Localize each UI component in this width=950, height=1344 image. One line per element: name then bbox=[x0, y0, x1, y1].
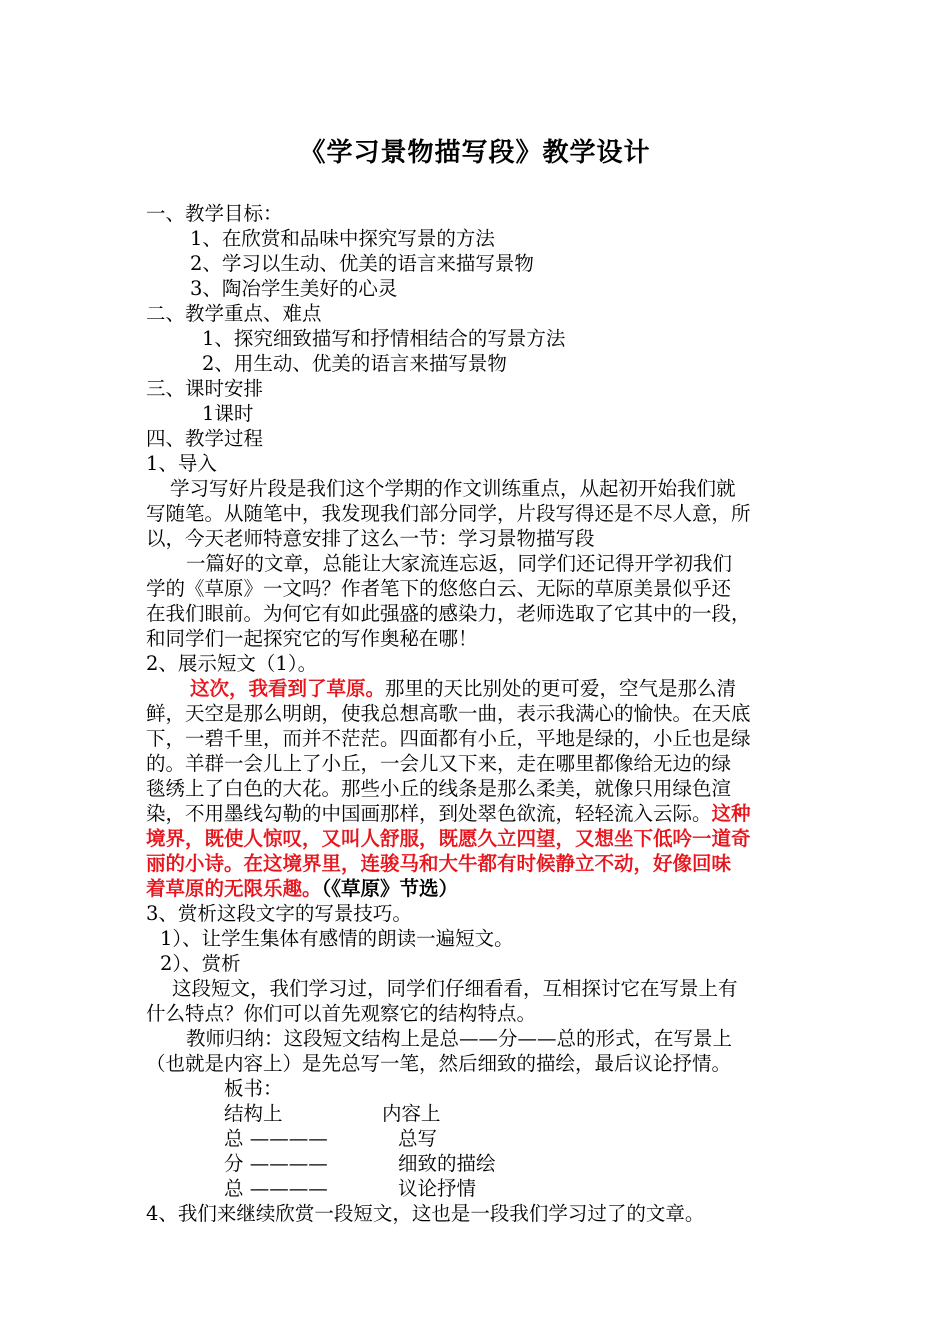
intro-heading: 1、导入 bbox=[146, 452, 217, 475]
analysis-para2-line: 教师归纳：这段短文结构上是总——分——总的形式，在写景上 bbox=[186, 1027, 733, 1050]
analysis-step: 2）、赏析 bbox=[160, 952, 241, 975]
focus-item: 2、用生动、优美的语言来描写景物 bbox=[202, 352, 507, 375]
intro-para1-line: 学习写好片段是我们这个学期的作文训练重点，从起初开始我们就 bbox=[170, 477, 736, 500]
passage-highlight: 这种 bbox=[711, 802, 751, 825]
next-heading: 4、我们来继续欣赏一段短文，这也是一段我们学习过了的文章。 bbox=[146, 1202, 705, 1225]
intro-para2-line: 学的《草原》一文吗？作者笔下的悠悠白云、无际的草原美景似乎还 bbox=[146, 577, 732, 600]
intro-para2-line: 和同学们一起探究它的写作奥秘在哪！ bbox=[146, 627, 478, 650]
passage-line: 毯绣上了白色的大花。那些小丘的线条是那么柔美，就像只用绿色渲 bbox=[146, 777, 732, 800]
process-heading: 四、教学过程 bbox=[146, 427, 264, 450]
passage-text: 染，不用墨线勾勒的中国画那样，到处翠色欲流，轻轻流入云际。 bbox=[146, 802, 712, 825]
board-label: 板书： bbox=[224, 1077, 283, 1100]
passage-highlight: 着草原的无限乐趣。 bbox=[146, 877, 322, 900]
intro-para2-line: 一篇好的文章，总能让大家流连忘返，同学们还记得开学初我们 bbox=[186, 552, 733, 575]
show-heading: 2、展示短文（1）。 bbox=[146, 652, 318, 675]
board-structure-cell: 总 ———— bbox=[224, 1177, 328, 1200]
passage-highlight-line: 境界，既使人惊叹，又叫人舒服，既愿久立四望，又想坐下低吟一道奇 bbox=[146, 827, 751, 850]
document-title: 《学习景物描写段》教学设计 bbox=[299, 138, 651, 168]
analysis-heading: 3、赏析这段文字的写景技巧。 bbox=[146, 902, 412, 925]
passage-line bbox=[190, 676, 736, 701]
board-structure-cell: 总 ———— bbox=[224, 1127, 328, 1150]
goal-item: 3、陶冶学生美好的心灵 bbox=[190, 277, 398, 300]
intro-para2-line: 在我们眼前。为何它有如此强盛的感染力，老师选取了它其中的一段， bbox=[146, 602, 751, 625]
time-value: 1课时 bbox=[202, 402, 254, 425]
passage-line: 的。羊群一会儿上了小丘，一会儿又下来，走在哪里都像给无边的绿 bbox=[146, 752, 732, 775]
goals-heading: 一、教学目标： bbox=[146, 202, 283, 225]
board-col1-header: 结构上 bbox=[224, 1102, 283, 1125]
focus-item: 1、探究细致描写和抒情相结合的写景方法 bbox=[202, 327, 566, 350]
analysis-step: 1）、让学生集体有感情的朗读一遍短文。 bbox=[160, 927, 514, 950]
passage-line: 下，一碧千里，而并不茫茫。四面都有小丘，平地是绿的，小丘也是绿 bbox=[146, 727, 751, 750]
passage-line: 鲜，天空是那么明朗，使我总想高歌一曲，表示我满心的愉快。在天底 bbox=[146, 702, 751, 725]
board-content-cell: 细致的描绘 bbox=[398, 1152, 496, 1175]
analysis-para2-line: （也就是内容上）是先总写一笔，然后细致的描绘，最后议论抒情。 bbox=[146, 1052, 732, 1075]
passage-highlight-line: 丽的小诗。在这境界里，连骏马和大牛都有时候静立不动，好像回味 bbox=[146, 852, 732, 875]
passage-line bbox=[146, 876, 458, 901]
time-heading: 三、课时安排 bbox=[146, 377, 264, 400]
intro-para1-line: 写随笔。从随笔中，我发现我们部分同学，片段写得还是不尽人意，所 bbox=[146, 502, 751, 525]
passage-highlight: 这次，我看到了草原。 bbox=[190, 677, 386, 700]
board-structure-cell: 分 ———— bbox=[224, 1152, 328, 1175]
board-content-cell: 总写 bbox=[398, 1127, 438, 1150]
focus-heading: 二、教学重点、难点 bbox=[146, 302, 322, 325]
analysis-para1-line: 什么特点？你们可以首先观察它的结构特点。 bbox=[146, 1002, 537, 1025]
passage-text: 那里的天比别处的更可爱，空气是那么清 bbox=[385, 677, 737, 700]
goal-item: 2、学习以生动、优美的语言来描写景物 bbox=[190, 252, 534, 275]
passage-source: （《草原》节选） bbox=[321, 877, 459, 900]
goal-item: 1、在欣赏和品味中探究写景的方法 bbox=[190, 227, 495, 250]
board-col2-header: 内容上 bbox=[382, 1102, 441, 1125]
passage-line bbox=[146, 801, 751, 826]
intro-para1-line: 以，今天老师特意安排了这么一节：学习景物描写段 bbox=[146, 527, 595, 550]
board-content-cell: 议论抒情 bbox=[398, 1177, 477, 1200]
analysis-para1-line: 这段短文，我们学习过，同学们仔细看看，互相探讨它在写景上有 bbox=[172, 977, 738, 1000]
